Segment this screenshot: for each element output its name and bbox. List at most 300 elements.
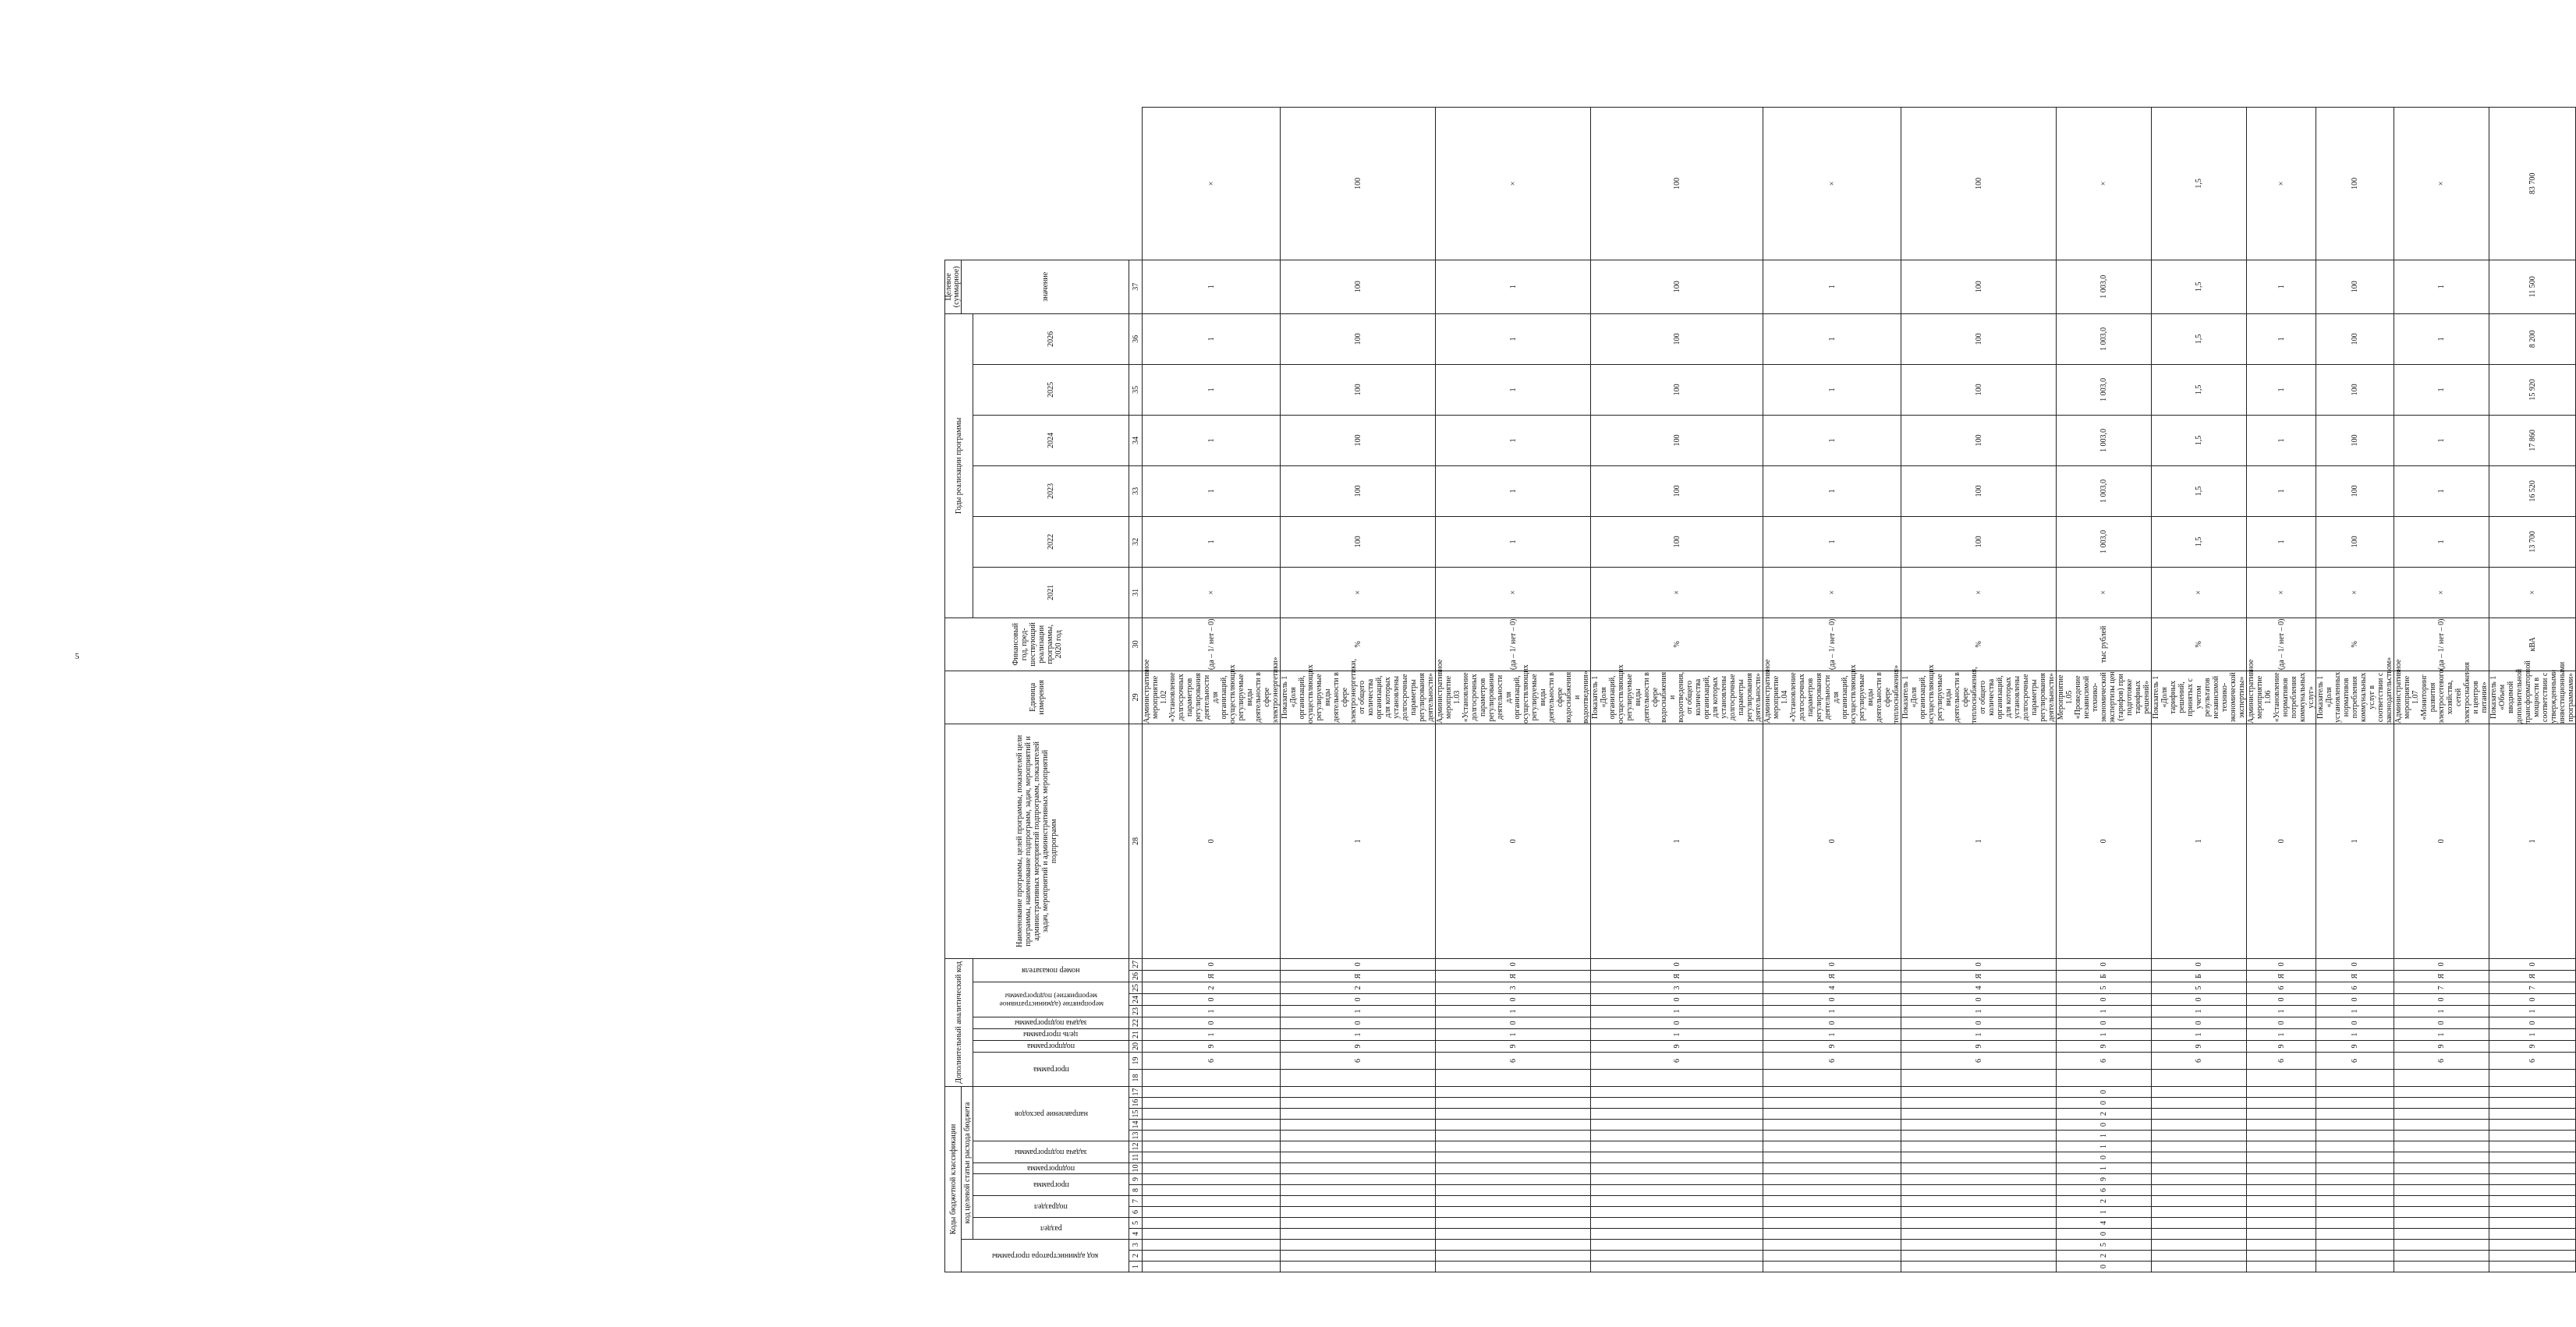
budget-code-cell [1901, 1229, 2057, 1240]
budget-code-cell [2394, 1218, 2489, 1229]
column-number: 8 [1129, 1185, 1143, 1196]
budget-code-cell [1281, 1141, 1436, 1152]
analytic-code-cell: 6 [2316, 1052, 2394, 1069]
column-number: 33 [1129, 465, 1143, 516]
analytic-code-cell: 7 [2394, 982, 2489, 993]
budget-code-cell [2247, 1098, 2316, 1109]
budget-code-cell [2394, 1086, 2489, 1097]
budget-code-cell [1436, 1207, 1591, 1218]
budget-code-cell [1901, 1240, 2057, 1251]
year-value-cell: 100 [2316, 465, 2394, 516]
budget-code-cell [1436, 1141, 1591, 1152]
budget-code-cell [1143, 1174, 1281, 1185]
budget-code-cell [2489, 1163, 2576, 1174]
budget-code-cell [2247, 1141, 2316, 1152]
item-name-cell: Административное мероприятие 1.03 «Установление долгосрочных параметров регулирования деятельности для организаций, осуществляющих регулируемые виды деятельности в сфере водоснабжения и водоотведения» [1436, 659, 1590, 724]
analytic-code-cell: 0 [2394, 724, 2489, 958]
column-number: 10 [1129, 1163, 1143, 1174]
analytic-code-cell: Я [1436, 970, 1591, 982]
budget-code-cell [1901, 1185, 2057, 1196]
analytic-code-cell: 1 [2489, 1005, 2576, 1017]
budget-code-cell [2152, 1163, 2247, 1174]
budget-code-cell [1436, 1098, 1591, 1109]
year-value-cell: 100 [1901, 415, 2057, 465]
budget-code-cell [1143, 1141, 1281, 1152]
fin-year-cell: × [1591, 567, 1763, 617]
budget-code-cell [2316, 1218, 2394, 1229]
budget-code-cell [2152, 1174, 2247, 1185]
budget-code-cell [2247, 1207, 2316, 1218]
column-number: 26 [1129, 970, 1143, 982]
budget-code-cell [2247, 1086, 2316, 1097]
year-value-cell: 1,5 [2152, 313, 2247, 364]
analytic-code-cell [2316, 1069, 2394, 1086]
name-header: Наименование программы, целей программы, показателей цели программы, наименование подпрограмм, задач, мероприятий и административных мероприятий подпрограмм, показателей задач, мероприятий и административных мероприятий подпрограмм [945, 724, 1129, 958]
column-number: 20 [1129, 1040, 1143, 1052]
year-value-cell: 1 003,0 [2057, 260, 2152, 313]
column-number: 16 [1129, 1098, 1143, 1109]
budget-code-cell [1436, 1262, 1591, 1272]
budget-code-cell [2394, 1185, 2489, 1196]
budget-code-cell [1591, 1207, 1763, 1218]
unit-cell: (да – 1/ нет – 0) [1436, 617, 1591, 671]
analytic-code-cell: 1 [1901, 1005, 2057, 1017]
analytic-code-cell: 5 [2152, 982, 2247, 993]
analytic-code-cell: Я [1143, 970, 1281, 982]
unit-header: Единица измерения [945, 671, 1129, 724]
budget-code-cell [1143, 1131, 1281, 1141]
budget-code-cell [2489, 1262, 2576, 1272]
year-value-cell: 1,5 [2152, 364, 2247, 415]
analytic-code-cell: 0 [2489, 1017, 2576, 1028]
year-value-cell: 13 700 [2489, 516, 2576, 567]
budget-code-cell [1901, 1120, 2057, 1131]
target-value-sub-header: значение [962, 260, 1129, 313]
year-value-cell: 1 [1436, 516, 1591, 567]
column-number: 22 [1129, 1017, 1143, 1028]
budget-code-cell [1901, 1109, 2057, 1120]
budget-code-cell [2489, 1229, 2576, 1240]
budget-code-cell [1591, 1086, 1763, 1097]
rotated-table-container [944, 107, 2575, 1272]
analytic-code-cell: 0 [2489, 993, 2576, 1005]
budget-code-cell [1281, 1098, 1436, 1109]
year-value-cell: 1 003,0 [2057, 313, 2152, 364]
ac-measure-header: мероприятие (административное мероприятие) подпрограммы [973, 982, 1129, 1017]
year-value-cell: 15 920 [2489, 364, 2576, 415]
subsection-header: подраздел [973, 1196, 1129, 1218]
budget-code-cell [2316, 1174, 2394, 1185]
budget-code-cell [2247, 1131, 2316, 1141]
target-value-cell: × [1763, 108, 1901, 260]
analytic-code-cell: 1 [1143, 1028, 1281, 1040]
unit-cell: (да – 1/ нет – 0) [1143, 617, 1281, 671]
analytic-code-cell: 6 [1591, 1052, 1763, 1069]
column-number: 13 [1129, 1131, 1143, 1141]
budget-code-cell [2489, 1141, 2576, 1152]
analytic-code-cell: 6 [2489, 1052, 2576, 1069]
budget-code-cell [1591, 1163, 1763, 1174]
table-row [2316, 108, 2394, 1272]
table-row [1436, 108, 1591, 1272]
budget-code-cell [1436, 1240, 1591, 1251]
column-number: 7 [1129, 1196, 1143, 1207]
year-value-cell: 100 [1281, 465, 1436, 516]
budget-code-cell [1901, 1152, 2057, 1163]
analytic-code-cell: 0 [1436, 958, 1591, 970]
analytic-code-cell: 1 [2152, 1005, 2247, 1017]
analytic-code-cell: 1 [1591, 1005, 1763, 1017]
analytic-code-cell: 0 [2316, 1017, 2394, 1028]
budget-code-cell [2489, 1251, 2576, 1262]
budget-code-cell [1143, 1098, 1281, 1109]
budget-code-cell [2247, 1196, 2316, 1207]
year-value-cell: 1 [2247, 516, 2316, 567]
column-number: 21 [1129, 1028, 1143, 1040]
budget-code-cell [2152, 1262, 2247, 1272]
budget-code-cell [1591, 1196, 1763, 1207]
analytic-code-cell: 0 [2489, 958, 2576, 970]
analytic-code-cell: 0 [1143, 1017, 1281, 1028]
year-value-cell: 1 [2394, 260, 2489, 313]
column-number: 2 [1129, 1251, 1143, 1262]
analytic-code-cell: 0 [1901, 1017, 2057, 1028]
year-value-cell: 100 [1281, 364, 1436, 415]
budget-code-cell [1763, 1152, 1901, 1163]
year-value-cell: 1 003,0 [2057, 415, 2152, 465]
budget-code-cell [2152, 1229, 2247, 1240]
budget-code-cell [1281, 1240, 1436, 1251]
item-name-cell: Показатель 1 «Доля организаций, осуществляющих регулируемые виды деятельности в сфере электроэнергетики, от общего количества организаций, для которых установлены долгосрочные параметры регулирования деятельности» [1281, 659, 1435, 724]
unit-cell: % [1281, 617, 1436, 671]
budget-code-cell: 0 [2057, 1086, 2152, 1097]
budget-code-cell [1763, 1262, 1901, 1272]
budget-code-cell: 1 [2057, 1131, 2152, 1141]
analytic-code-cell: 9 [2247, 1040, 2316, 1052]
year-value-cell: 100 [2316, 364, 2394, 415]
budget-code-cell [1436, 1174, 1591, 1185]
budget-code-cell [1143, 1262, 1281, 1272]
analytic-code-cell: Я [2316, 970, 2394, 982]
year-value-cell: 1 [1436, 260, 1591, 313]
budget-code-cell [1763, 1141, 1901, 1152]
fin-year-cell: × [1901, 567, 2057, 617]
budget-code-cell [1763, 1185, 1901, 1196]
target-value-cell: 100 [1901, 108, 2057, 260]
analytic-code-cell: 0 [1143, 724, 1281, 958]
fin-year-cell: × [2316, 567, 2394, 617]
analytic-code-cell: 0 [2316, 958, 2394, 970]
page-number: 5 [75, 652, 80, 661]
analytic-code-cell: 6 [1281, 1052, 1436, 1069]
year-value-cell: 100 [1281, 415, 1436, 465]
analytic-code-cell [2394, 1069, 2489, 1086]
budget-code-cell [2316, 1196, 2394, 1207]
column-number: 15 [1129, 1109, 1143, 1120]
budget-code-cell [2316, 1141, 2394, 1152]
year-value-cell: 1 [1143, 415, 1281, 465]
budget-code-cell [2247, 1174, 2316, 1185]
budget-code-cell [1143, 1229, 1281, 1240]
budget-code-cell: 0 [2057, 1262, 2152, 1272]
budget-code-cell: 2 [2057, 1251, 2152, 1262]
budget-code-cell: 6 [2057, 1185, 2152, 1196]
column-number: 36 [1129, 313, 1143, 364]
budget-code-cell: 0 [2057, 1229, 2152, 1240]
budget-code-cell [1281, 1262, 1436, 1272]
analytic-code-cell: 6 [2247, 1052, 2316, 1069]
analytic-code-cell: 6 [1143, 1052, 1281, 1069]
fin-year-cell: × [2489, 567, 2576, 617]
analytic-code-cell: 0 [1143, 958, 1281, 970]
year-value-cell: 1 [1436, 313, 1591, 364]
admin-code-header: код администратора программы [962, 1240, 1129, 1272]
budget-code-cell [1436, 1218, 1591, 1229]
analytic-code-cell: 0 [1763, 1017, 1901, 1028]
item-name-cell: Административное мероприятие 1.07 «Мониторинг развития электросетевого хозяйства, сетей электроснабжения и центров питания» [2394, 659, 2489, 724]
column-number: 32 [1129, 516, 1143, 567]
analytic-code-cell: 0 [1901, 958, 2057, 970]
budget-code-cell [1281, 1229, 1436, 1240]
budget-code-cell [2316, 1152, 2394, 1163]
year-2025-header: 2025 [973, 364, 1129, 415]
budget-code-cell [2394, 1262, 2489, 1272]
analytic-code-cell: 3 [1591, 982, 1763, 993]
year-2023-header: 2023 [973, 465, 1129, 516]
budget-code-cell [1281, 1251, 1436, 1262]
year-value-cell: 1 [2394, 516, 2489, 567]
budget-code-cell [1901, 1141, 2057, 1152]
unit-cell: % [1591, 617, 1763, 671]
analytic-code-cell [1281, 1069, 1436, 1086]
analytic-code-cell: 9 [1901, 1040, 2057, 1052]
analytic-code-cell: 0 [1281, 1017, 1436, 1028]
budget-code-cell [2152, 1207, 2247, 1218]
budget-code-cell [2316, 1120, 2394, 1131]
budget-code-cell [1591, 1174, 1763, 1185]
budget-code-cell [2394, 1196, 2489, 1207]
target-value-cell: 100 [1591, 108, 1763, 260]
analytic-code-cell: 6 [1436, 1052, 1591, 1069]
year-value-cell: 1 [1763, 465, 1901, 516]
budget-code-cell [1901, 1218, 2057, 1229]
fin-year-header: Финансовый год, пред-шествующий реализации программы, 2020 год [945, 617, 1129, 671]
budget-code-cell [2489, 1131, 2576, 1141]
table-row [1143, 108, 1281, 1272]
budget-code-cell [2152, 1196, 2247, 1207]
budget-code-cell [1143, 1251, 1281, 1262]
analytic-code-cell: 1 [1281, 1005, 1436, 1017]
analytic-code-cell: 6 [1901, 1052, 2057, 1069]
budget-code-cell [1143, 1163, 1281, 1174]
analytic-code-cell: Б [2152, 970, 2247, 982]
analytic-code-cell: 0 [2394, 958, 2489, 970]
budget-code-cell [1901, 1098, 2057, 1109]
budget-code-cell [2316, 1229, 2394, 1240]
item-name-cell: Мероприятие 1.05 «Проведение независимой технико-экономической экспертизы цен (тарифов) при подготовке тарифных решений» [2057, 671, 2151, 724]
budget-code-cell [2394, 1251, 2489, 1262]
year-value-cell: 100 [1591, 313, 1763, 364]
year-value-cell: 1 [1143, 465, 1281, 516]
column-number: 37 [1129, 260, 1143, 313]
column-number: 34 [1129, 415, 1143, 465]
budget-code-cell: 2 [2057, 1196, 2152, 1207]
analytic-code-cell: 6 [2152, 1052, 2247, 1069]
year-value-cell: 1 [2394, 415, 2489, 465]
analytic-code-cell: 3 [1436, 982, 1591, 993]
budget-code-cell [2247, 1185, 2316, 1196]
budget-code-cell [2489, 1185, 2576, 1196]
budget-code-cell: 5 [2057, 1240, 2152, 1251]
analytic-code-cell: 9 [1591, 1040, 1763, 1052]
analytic-code-cell: 0 [2057, 958, 2152, 970]
year-value-cell: 100 [2316, 415, 2394, 465]
column-number: 28 [1129, 724, 1143, 958]
budget-code-cell [2316, 1131, 2394, 1141]
column-number: 14 [1129, 1120, 1143, 1131]
analytic-code-header: Дополнительный аналитический код [945, 958, 973, 1086]
year-value-cell: 100 [1281, 260, 1436, 313]
budget-code-cell [1281, 1207, 1436, 1218]
year-value-cell: 1 [2247, 313, 2316, 364]
expense-direction-header: направление расходов [973, 1086, 1129, 1141]
analytic-code-cell: 9 [1143, 1040, 1281, 1052]
budget-code-cell [2489, 1174, 2576, 1185]
analytic-code-cell: 1 [2489, 1028, 2576, 1040]
budget-code-cell: 9 [2057, 1174, 2152, 1185]
column-number: 25 [1129, 982, 1143, 993]
budget-code-cell: 0 [2057, 1098, 2152, 1109]
unit-cell: (да – 1/ нет – 0) [1763, 617, 1901, 671]
column-number: 18 [1129, 1069, 1143, 1086]
budget-code-cell [1436, 1131, 1591, 1141]
year-value-cell: 1 [1143, 260, 1281, 313]
budget-code-cell [2316, 1207, 2394, 1218]
target-value-cell: 1,5 [2152, 108, 2247, 260]
year-value-cell: 100 [2316, 260, 2394, 313]
analytic-code-cell: 1 [2316, 724, 2394, 958]
budget-code-cell [2152, 1240, 2247, 1251]
budget-code-cell [2489, 1120, 2576, 1131]
column-number: 6 [1129, 1207, 1143, 1218]
analytic-code-cell: 0 [1591, 1017, 1763, 1028]
budget-code-cell [1281, 1152, 1436, 1163]
budget-code-cell: 0 [2057, 1152, 2152, 1163]
unit-cell: (да – 1/ нет – 0) [2247, 617, 2316, 671]
analytic-code-cell: 0 [1436, 1017, 1591, 1028]
budget-code-cell [2394, 1098, 2489, 1109]
budget-code-cell [2489, 1207, 2576, 1218]
budget-code-cell [2152, 1185, 2247, 1196]
analytic-code-cell: 9 [2394, 1040, 2489, 1052]
year-value-cell: 1 [1436, 415, 1591, 465]
budget-code-cell: 2 [2057, 1109, 2152, 1120]
year-value-cell: 100 [2316, 313, 2394, 364]
budget-code-cell [1591, 1251, 1763, 1262]
target-value-cell: 83 700 [2489, 108, 2576, 260]
year-2026-header: 2026 [973, 313, 1129, 364]
budget-code-cell [1763, 1207, 1901, 1218]
analytic-code-cell: 0 [2247, 993, 2316, 1005]
budget-code-cell [2247, 1240, 2316, 1251]
analytic-code-cell [1901, 1069, 2057, 1086]
year-value-cell: 1 [2394, 364, 2489, 415]
budget-code-cell [2247, 1120, 2316, 1131]
analytic-code-cell: 1 [2247, 1005, 2316, 1017]
budget-code-cell [1436, 1109, 1591, 1120]
analytic-code-cell: Я [2489, 970, 2576, 982]
analytic-code-cell: 1 [1591, 1028, 1763, 1040]
budget-code-cell [2247, 1262, 2316, 1272]
budget-code-cell [1281, 1109, 1436, 1120]
subprogram-task-header: задача подпрограммы [973, 1141, 1129, 1163]
year-value-cell: 17 860 [2489, 415, 2576, 465]
analytic-code-cell: Я [1591, 970, 1763, 982]
analytic-code-cell [2489, 1069, 2576, 1086]
fin-year-cell: × [1281, 567, 1436, 617]
analytic-code-cell [1591, 1069, 1763, 1086]
year-value-cell: 1 [1436, 364, 1591, 415]
unit-cell: % [1901, 617, 2057, 671]
table-row [2247, 108, 2316, 1272]
analytic-code-cell: 1 [1281, 724, 1436, 958]
analytic-code-cell: 1 [2247, 1028, 2316, 1040]
analytic-code-cell: 9 [2152, 1040, 2247, 1052]
budget-code-cell [1436, 1251, 1591, 1262]
analytic-code-cell: Я [1763, 970, 1901, 982]
fin-year-cell: × [2394, 567, 2489, 617]
year-value-cell: 100 [1591, 465, 1763, 516]
budget-code-cell [1901, 1196, 2057, 1207]
budget-code-cell [1763, 1196, 1901, 1207]
analytic-code-cell: 1 [1763, 1005, 1901, 1017]
budget-code-cell [1591, 1120, 1763, 1131]
analytic-code-cell: 0 [2152, 958, 2247, 970]
analytic-code-cell: 7 [2489, 982, 2576, 993]
column-number: 31 [1129, 567, 1143, 617]
budget-code-cell [1591, 1229, 1763, 1240]
year-value-cell: 1 [2394, 465, 2489, 516]
target-value-cell: × [2247, 108, 2316, 260]
year-value-cell: 100 [2316, 516, 2394, 567]
analytic-code-cell: 1 [1763, 1028, 1901, 1040]
analytic-code-cell: 0 [1436, 724, 1591, 958]
budget-code-cell [2316, 1185, 2394, 1196]
analytic-code-cell: Я [1281, 970, 1436, 982]
budget-code-cell [2247, 1218, 2316, 1229]
analytic-code-cell: 9 [1436, 1040, 1591, 1052]
budget-code-cell [1143, 1218, 1281, 1229]
analytic-code-cell [2057, 1069, 2152, 1086]
target-value-cell: 100 [1281, 108, 1436, 260]
item-name-cell: Показатель 1 «Доля организаций, осуществляющих регулируемые виды деятельности в сфере водоснабжения и водоотведения, от общего количества организаций, для которых установлены долгосрочные параметры регулирования деятельности» [1591, 664, 1763, 724]
year-value-cell: 8 200 [2489, 313, 2576, 364]
column-number: 3 [1129, 1240, 1143, 1251]
analytic-code-cell: 0 [1143, 993, 1281, 1005]
unit-cell: тыс рублей [2057, 617, 2152, 671]
target-article-header: код целевой статьи расхода бюджета [962, 1086, 973, 1239]
budget-code-cell [1763, 1163, 1901, 1174]
unit-cell: (да – 1/ нет – 0) [2394, 617, 2489, 671]
year-value-cell: 16 520 [2489, 465, 2576, 516]
column-number: 27 [1129, 958, 1143, 970]
unit-cell: % [2152, 617, 2247, 671]
budget-code-cell: 4 [2057, 1218, 2152, 1229]
budget-code-cell [2152, 1120, 2247, 1131]
budget-code-cell [1281, 1120, 1436, 1131]
table-row [2394, 108, 2489, 1272]
year-value-cell: 100 [1591, 516, 1763, 567]
